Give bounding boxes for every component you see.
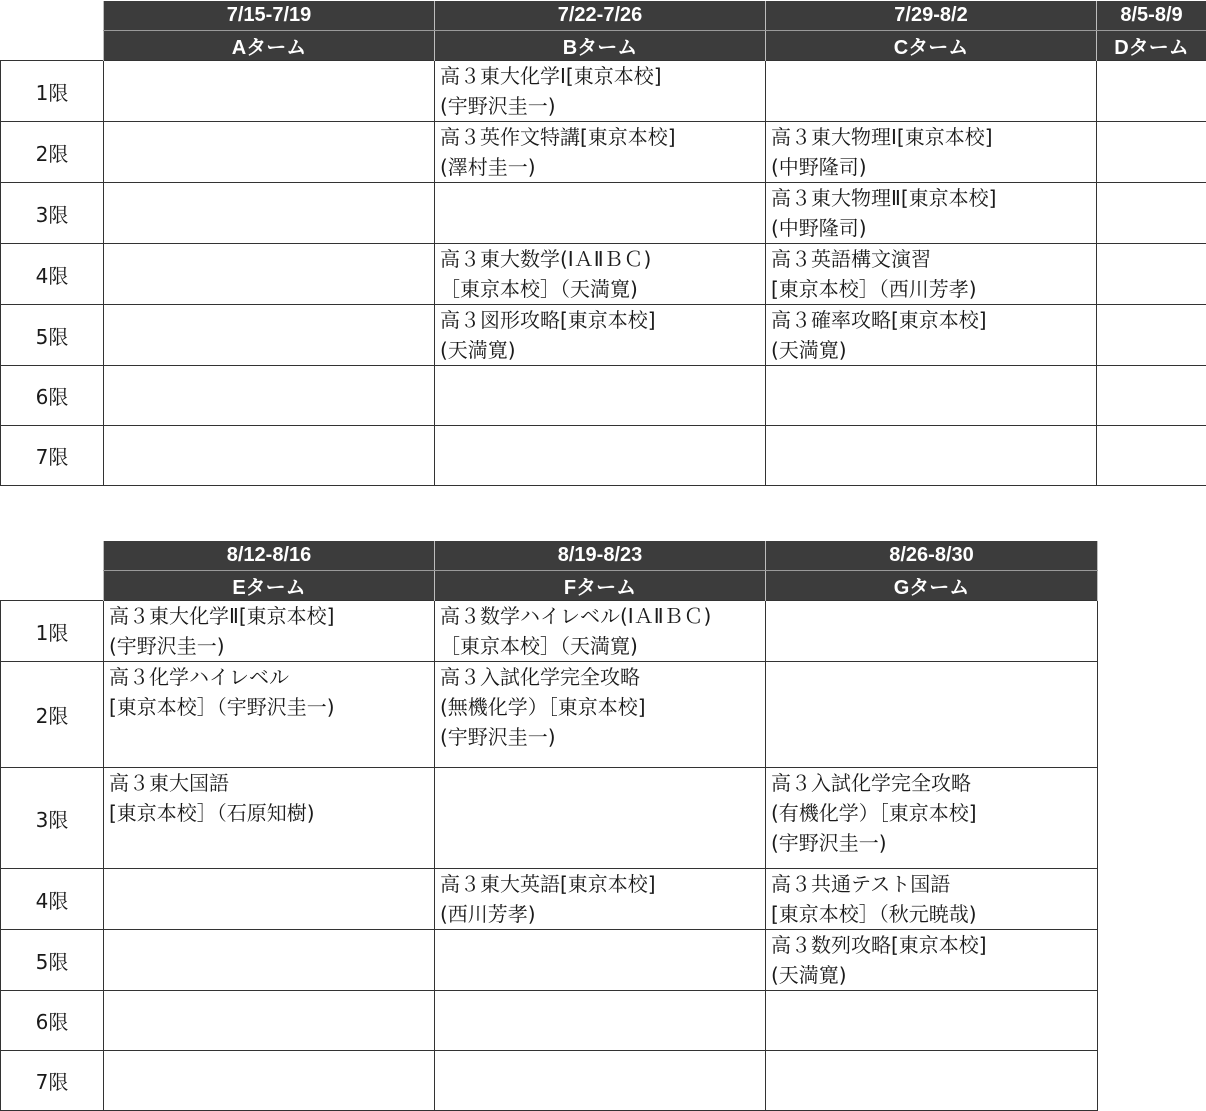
term-label: Eターム (104, 571, 435, 601)
table-row (1, 366, 1206, 426)
class-cell: 高３数列攻略[東京本校] (天満寛) (766, 930, 1098, 991)
period-label: 3限 (1, 183, 104, 244)
class-cell (1097, 244, 1206, 305)
table-row (1, 768, 1098, 869)
class-cell (435, 426, 766, 486)
class-cell: 高３東大化学Ⅱ[東京本校] (宇野沢圭一) (104, 601, 435, 662)
class-cell (104, 305, 435, 366)
class-cell (1097, 183, 1206, 244)
class-cell (104, 183, 435, 244)
class-cell: 高３東大国語 [東京本校］（石原知樹) (104, 768, 435, 869)
class-cell: 高３共通テスト国語 [東京本校］（秋元暁哉) (766, 869, 1098, 930)
table-row (1, 601, 1098, 662)
corner-blank (1, 541, 104, 571)
period-label: 6限 (1, 991, 104, 1051)
period-label: 1限 (1, 61, 104, 122)
timetable-1 (0, 1, 1206, 486)
period-label: 5限 (1, 305, 104, 366)
class-cell (766, 662, 1098, 768)
corner-blank (1, 1, 104, 31)
timetable-2 (0, 541, 1098, 1111)
class-cell (435, 930, 766, 991)
class-cell (104, 426, 435, 486)
class-cell: 高３英作文特講[東京本校] (澤村圭一) (435, 122, 766, 183)
class-cell (435, 183, 766, 244)
class-cell: 高３東大化学Ⅰ[東京本校] (宇野沢圭一) (435, 61, 766, 122)
table-row (1, 426, 1206, 486)
class-cell (766, 61, 1097, 122)
class-cell (1097, 426, 1206, 486)
term-label: Gターム (766, 571, 1098, 601)
term-label: Fターム (435, 571, 766, 601)
table-row (1, 662, 1098, 768)
table-row (1, 991, 1098, 1051)
term-label: Aターム (104, 31, 435, 61)
class-cell: 高３東大数学(ⅠＡⅡＢＣ) ［東京本校］（天満寛) (435, 244, 766, 305)
class-cell (435, 1051, 766, 1111)
class-cell (766, 991, 1098, 1051)
table-row (1, 869, 1098, 930)
week-date: 7/29-8/2 (766, 1, 1097, 31)
class-cell (104, 61, 435, 122)
class-cell (435, 991, 766, 1051)
period-label: 5限 (1, 930, 104, 991)
week-date: 8/19-8/23 (435, 541, 766, 571)
term-label: Bターム (435, 31, 766, 61)
class-cell: 高３化学ハイレベル [東京本校］（宇野沢圭一) (104, 662, 435, 768)
class-cell (1097, 305, 1206, 366)
term-label: Dターム (1097, 31, 1206, 61)
class-cell: 高３入試化学完全攻略 (有機化学）［東京本校] (宇野沢圭一) (766, 768, 1098, 869)
term-header-row (1, 571, 1098, 601)
class-cell (104, 366, 435, 426)
class-cell (104, 1051, 435, 1111)
week-header-row (1, 1, 1206, 31)
class-cell (1097, 61, 1206, 122)
term-header-row (1, 31, 1206, 61)
table-row (1, 305, 1206, 366)
class-cell (104, 244, 435, 305)
week-date: 8/26-8/30 (766, 541, 1098, 571)
table-row (1, 183, 1206, 244)
period-label: 2限 (1, 122, 104, 183)
period-label: 3限 (1, 768, 104, 869)
class-cell (766, 426, 1097, 486)
class-cell: 高３数学ハイレベル(ⅠＡⅡＢＣ) ［東京本校］（天満寛) (435, 601, 766, 662)
class-cell (104, 122, 435, 183)
period-label: 1限 (1, 601, 104, 662)
class-cell (104, 930, 435, 991)
corner-blank (1, 31, 104, 61)
class-cell: 高３英語構文演習 [東京本校］（西川芳孝) (766, 244, 1097, 305)
class-cell: 高３東大物理Ⅰ[東京本校] (中野隆司) (766, 122, 1097, 183)
table-row (1, 122, 1206, 183)
class-cell (104, 991, 435, 1051)
week-date: 8/12-8/16 (104, 541, 435, 571)
week-date: 7/22-7/26 (435, 1, 766, 31)
table-row (1, 61, 1206, 122)
week-header-row (1, 541, 1098, 571)
class-cell (435, 768, 766, 869)
period-label: 4限 (1, 244, 104, 305)
class-cell: 高３図形攻略[東京本校] (天満寛) (435, 305, 766, 366)
class-cell: 高３東大英語[東京本校] (西川芳孝) (435, 869, 766, 930)
class-cell: 高３東大物理Ⅱ[東京本校] (中野隆司) (766, 183, 1097, 244)
class-cell (104, 869, 435, 930)
week-date: 8/5-8/9 (1097, 1, 1206, 31)
period-label: 6限 (1, 366, 104, 426)
table-row (1, 930, 1098, 991)
period-label: 7限 (1, 426, 104, 486)
class-cell (435, 366, 766, 426)
week-date: 7/15-7/19 (104, 1, 435, 31)
table-row (1, 244, 1206, 305)
corner-blank (1, 571, 104, 601)
class-cell: 高３確率攻略[東京本校] (天満寛) (766, 305, 1097, 366)
term-label: Cターム (766, 31, 1097, 61)
class-cell (1097, 366, 1206, 426)
table-row (1, 1051, 1098, 1111)
class-cell (766, 601, 1098, 662)
class-cell: 高３入試化学完全攻略 (無機化学）［東京本校] (宇野沢圭一) (435, 662, 766, 768)
class-cell (1097, 122, 1206, 183)
period-label: 7限 (1, 1051, 104, 1111)
period-label: 2限 (1, 662, 104, 768)
class-cell (766, 366, 1097, 426)
period-label: 4限 (1, 869, 104, 930)
class-cell (766, 1051, 1098, 1111)
